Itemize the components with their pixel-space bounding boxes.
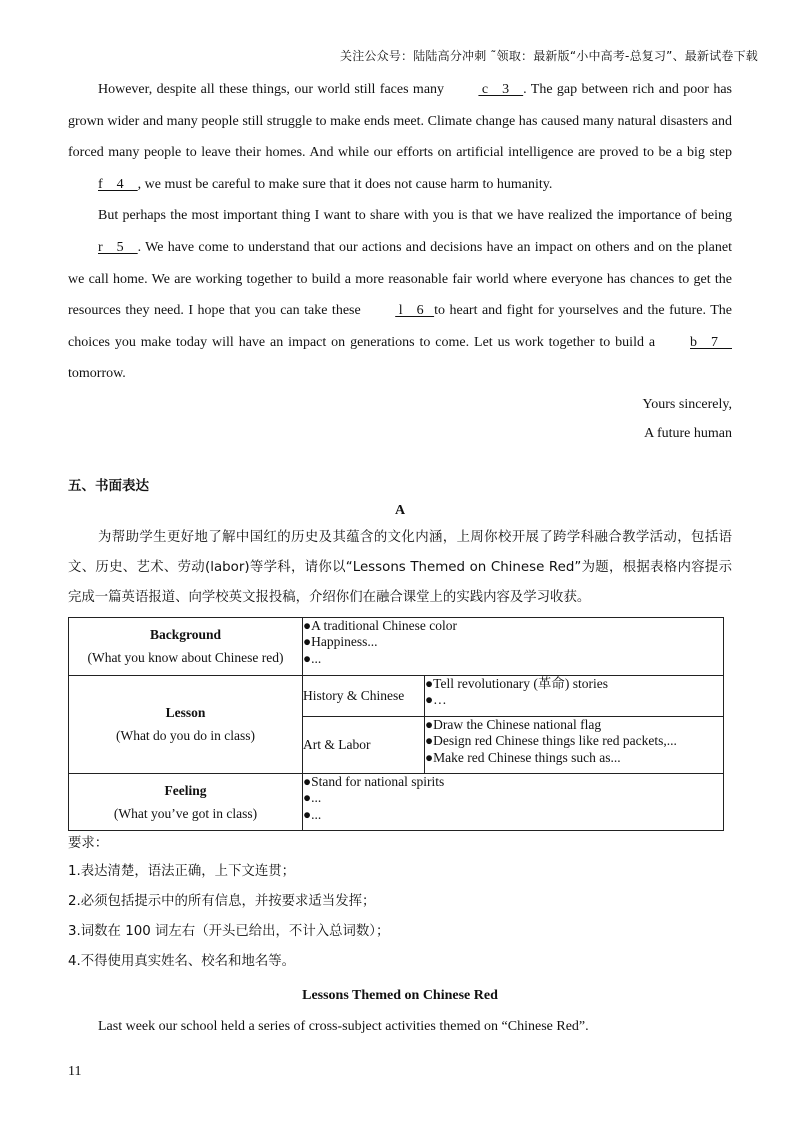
letter-signature: A future human [644, 425, 732, 441]
letter-paragraph-1 [68, 74, 732, 200]
background-subtitle: (What you know about Chinese red) [87, 650, 284, 666]
requirement-item: 2.必须包括提示中的所有信息，并按要求适当发挥； [68, 893, 376, 909]
background-title: Background [149, 627, 222, 643]
blank-7: b 7 [690, 334, 732, 350]
requirement-item: 4.不得使用真实姓名、校名和地名等。 [68, 953, 296, 969]
bullet-item: ●Happiness... [303, 634, 378, 650]
text-run: , we must be careful to make sure that it does not cause harm to humanity. [137, 176, 553, 192]
text-run: . The gap between rich and poor has grown wider and many people still struggle to make ends meet. Climate change has caused many natural disasters and forced many people to leave their homes. And while our efforts on artificial intelligence are proved to be a big step [68, 82, 733, 161]
subject-history-chinese: History & Chinese [303, 675, 425, 716]
history-chinese-content [425, 675, 724, 716]
text-run: tomorrow. [68, 366, 126, 382]
letter-closing: Yours sincerely, [642, 396, 732, 412]
blank-5: r 5 [98, 239, 138, 255]
background-label-cell [69, 617, 303, 675]
feeling-content-cell [303, 773, 724, 830]
text-run: But perhaps the most important thing I want to share with you is that we have realized the importance of being [98, 208, 732, 224]
bullet-item: ●Draw the Chinese national flag [425, 716, 602, 732]
feeling-title: Feeling [164, 782, 207, 798]
blank-4: f 4 [98, 176, 138, 192]
page-number: 11 [68, 1064, 82, 1079]
essay-opening: Last week our school held a series of cross-subject activities themed on “Chinese Red”. [98, 1018, 589, 1034]
bullet-item: ●Stand for national spirits [303, 773, 445, 789]
text-run: However, despite all these things, our world still faces many [98, 82, 449, 97]
blank-3: c 3 [478, 82, 524, 97]
requirement-item: 3.词数在 100 词左右（开头已给出，不计入总词数）； [68, 923, 390, 939]
section-sub-title: A [394, 502, 406, 518]
letter-paragraph-2 [68, 200, 732, 390]
text-run: to heart and fight for yourselves and the future. The choices you make today will have an impact on generations to come. Let us work together to build a [68, 303, 733, 350]
bullet-item: ●Make red Chinese things such as... [425, 749, 621, 765]
bullet-item: ●... [303, 806, 322, 822]
bullet-item: ●... [303, 650, 322, 666]
background-content-cell [303, 617, 724, 675]
lesson-label-cell [69, 675, 303, 773]
requirements-title: 要求： [68, 835, 109, 851]
feeling-subtitle: (What you’ve got in class) [113, 805, 258, 821]
feeling-label-cell [69, 773, 303, 830]
art-labor-content [425, 716, 724, 773]
requirement-item: 1.表达清楚，语法正确，上下文连贯； [68, 863, 296, 879]
lesson-title: Lesson [165, 705, 206, 721]
page-content [68, 74, 732, 1043]
bullet-item: ●Tell revolutionary (革命) stories [425, 675, 609, 691]
bullet-item: ●... [303, 790, 322, 806]
bullet-item: ●A traditional Chinese color [303, 617, 457, 633]
subject-art-labor: Art & Labor [303, 716, 425, 773]
text-run: . We have come to understand that our actions and decisions have an impact on others and on the planet we call home. We are working together to build a more reasonable fair world where everyone has chances to get the resources they need. I hope that you can take these [68, 239, 732, 319]
blank-6: l 6 [395, 303, 435, 319]
prompt-table [68, 617, 724, 831]
lesson-subtitle: (What do you do in class) [115, 728, 256, 744]
section-title: 五、书面表达 [68, 477, 149, 494]
header-note: 关注公众号：陆陆高分冲刺 ˜领取：最新版“小中高考-总复习”、最新试卷下载 [340, 49, 758, 63]
essay-title: Lessons Themed on Chinese Red [302, 987, 498, 1003]
task-instructions: 为帮助学生更好地了解中国红的历史及其蕴含的文化内涵，上周你校开展了跨学科融合教学活动，包括语文、历史、艺术、劳动(labor)等学科，请你以“Lessons Themed on Chinese Red”为题，根据表格内容提示完成一篇英语报道、向学校英文报投稿，介绍你们在融合课堂上的实践内容及学习收获。 [68, 529, 732, 605]
bullet-item: ●Design red Chinese things like red packets,... [425, 733, 677, 749]
bullet-item: ●… [425, 692, 447, 708]
